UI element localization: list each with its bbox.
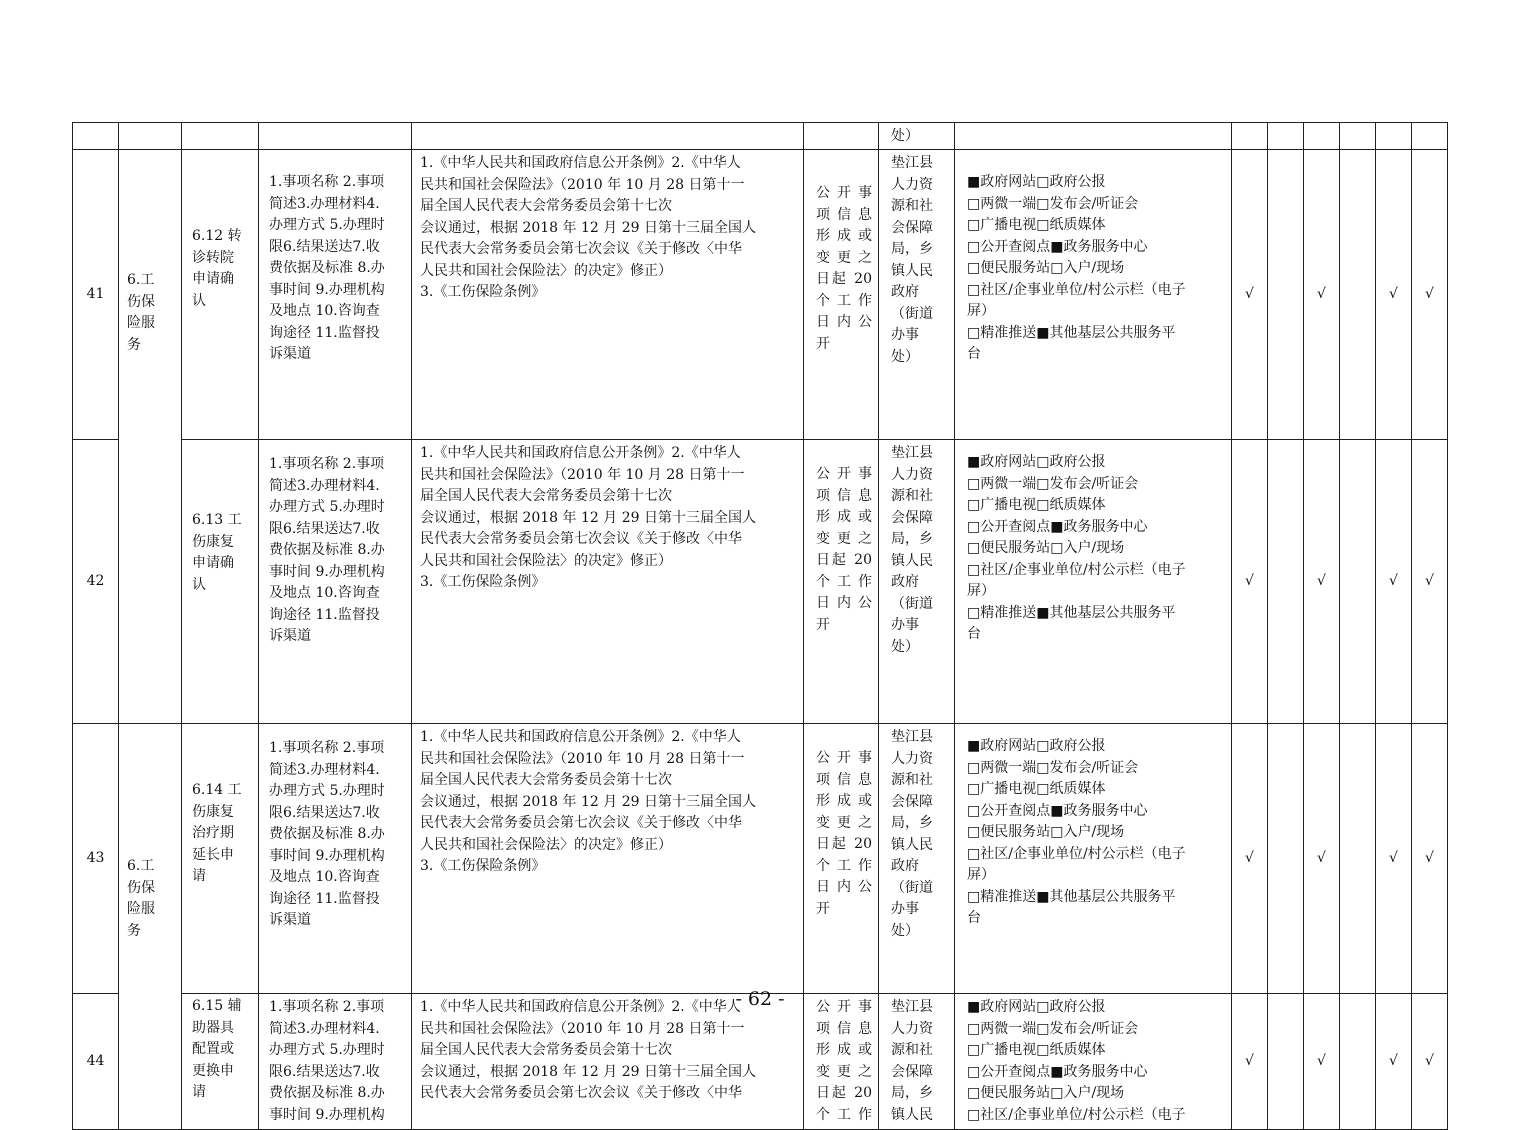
text-line: 及地点 10.咨询查 [269,585,380,601]
text-line: 伤保 [127,879,155,896]
text-line: 垫江县 [891,999,933,1015]
text-line: 申请确 [192,555,234,571]
text-line: 镇人民 [891,836,933,853]
text-line: 垫江县 [891,445,933,461]
text-line: 会议通过，根据 2018 年 12 月 29 日第十三届全国人 [420,1063,756,1080]
text-line: 询途径 11.监督投 [269,324,380,341]
disclosure-channels [955,994,1232,1130]
disclosure-subject [879,150,955,440]
check-1: √ [1232,150,1268,440]
text-line: 变更之 [816,530,872,547]
text-line: 办事 [891,617,919,633]
text-line: 变更之 [816,814,872,831]
text-line: 限6.结果送达7.收 [269,804,380,821]
text-line: 险服 [127,901,155,917]
text-line: 日起 20 [816,836,872,852]
text-line: 开 [816,616,830,633]
text-line: 诊转院 [192,249,234,266]
text-line: 认 [192,292,206,309]
text-line: □精准推送■其他基层公共服务平 [967,604,1176,621]
text-line: 简述3.办理材料4. [269,1020,380,1037]
check-4 [1340,994,1376,1130]
text-line: 民代表大会常务委员会第七次会议《关于修改〈中华 [420,1085,742,1101]
text-line: 镇人民 [891,552,933,569]
text-line: 1.《中华人民共和国政府信息公开条例》2.《中华人 [420,155,741,171]
text-line: 询途径 11.监督投 [269,606,380,623]
text-line: 源和社 [891,488,933,504]
text-line: 限6.结果送达7.收 [269,1063,380,1080]
text-line: 伤康复 [192,803,234,820]
text-line: 民代表大会常务委员会第七次会议《关于修改〈中华 [420,241,742,257]
check-1: √ [1232,440,1268,724]
text-line: □精准推送■其他基层公共服务平 [967,888,1176,905]
text-line: 局，乡 [891,531,933,547]
text-line: □广播电视□纸质媒体 [967,1042,1106,1058]
text-line: 届全国人民代表大会常务委员会第十七次 [420,488,672,504]
check-4 [1340,440,1376,724]
text-line: 会议通过，根据 2018 年 12 月 29 日第十三届全国人 [420,219,756,236]
subject-tail: 处） [879,123,955,150]
text-line: 会保障 [891,793,933,810]
text-line: 6.13 工 [192,512,242,528]
text-line: 人力资 [891,1020,933,1037]
disclosure-basis [412,724,804,994]
text-line: 垫江县 [891,155,933,171]
text-line: ■政府网站□政府公报 [967,738,1106,754]
text-line: 事时间 9.办理机构 [269,563,385,580]
text-line: 个工作 [816,292,872,309]
text-line: □便民服务站□入户/现场 [967,540,1125,556]
text-line: □公开查阅点■政务服务中心 [967,518,1148,535]
text-line: □广播电视□纸质媒体 [967,217,1106,233]
text-line: □社区/企事业单位/村公示栏（电子 [967,561,1186,578]
text-line: 1.事项名称 2.事项 [269,456,385,472]
text-line: 请 [192,868,206,884]
text-line: 简述3.办理材料4. [269,761,380,778]
disclosure-basis [412,150,804,440]
text-line: 源和社 [891,198,933,214]
text-line: 台 [967,626,981,642]
text-line: 个工作 [816,1106,872,1123]
text-line: 1.事项名称 2.事项 [269,999,385,1015]
text-line: ■政府网站□政府公报 [967,999,1106,1015]
check-2 [1268,724,1304,994]
text-line: □便民服务站□入户/现场 [967,260,1125,276]
check-5: √ [1376,150,1412,440]
table-row [73,994,1448,1130]
text-line: 日内公 [816,595,872,611]
disclosure-subject [879,440,955,724]
text-line: 政府 [891,284,919,300]
disclosure-time [804,150,879,440]
text-line: 公开事 [816,750,872,766]
text-line: 6.14 工 [192,782,242,798]
disclosure-channels [955,724,1232,994]
text-line: 简述3.办理材料4. [269,477,380,494]
disclosure-channels [955,440,1232,724]
text-line: 费依据及标准 8.办 [269,260,385,276]
text-line: □两微一端□发布会/听证会 [967,759,1139,776]
item-name [182,724,259,994]
text-line: 务 [127,336,141,353]
item-name [182,440,259,724]
disclosure-content [259,994,412,1130]
disclosure-content [259,724,412,994]
text-line: 事时间 9.办理机构 [269,281,385,298]
check-3: √ [1304,440,1340,724]
continuation-row [73,123,1448,150]
text-line: 诉渠道 [269,628,311,644]
text-line: 务 [127,922,141,939]
table-row [73,150,1448,440]
check-2 [1268,994,1304,1130]
text-line: 垫江县 [891,729,933,745]
text-line: 会保障 [891,509,933,526]
text-line: 镇人民 [891,1106,933,1123]
check-2 [1268,440,1304,724]
check-6: √ [1412,994,1448,1130]
text-line: □两微一端□发布会/听证会 [967,1020,1139,1037]
disclosure-content [259,440,412,724]
text-line: 源和社 [891,1042,933,1058]
text-line: 届全国人民代表大会常务委员会第十七次 [420,1042,672,1058]
text-line: 形成或 [816,793,872,809]
text-line: □公开查阅点■政务服务中心 [967,802,1148,819]
text-line: 民共和国社会保险法》（2010 年 10 月 28 日第十一 [420,1020,745,1037]
check-3: √ [1304,994,1340,1130]
text-line: 届全国人民代表大会常务委员会第十七次 [420,198,672,214]
disclosure-time [804,724,879,994]
check-4 [1340,150,1376,440]
text-line: 民共和国社会保险法》（2010 年 10 月 28 日第十一 [420,466,745,483]
text-line: □两微一端□发布会/听证会 [967,475,1139,492]
text-line: 处） [891,638,919,655]
text-line: □社区/企事业单位/村公示栏（电子 [967,281,1186,298]
text-line: 人力资 [891,466,933,483]
text-line: 限6.结果送达7.收 [269,238,380,255]
text-line: 办理方式 5.办理时 [269,499,385,515]
text-line: 局，乡 [891,1085,933,1101]
text-line: 1.《中华人民共和国政府信息公开条例》2.《中华人 [420,445,741,461]
text-line: 险服 [127,315,155,331]
text-line: 形成或 [816,228,872,244]
text-line: □精准推送■其他基层公共服务平 [967,324,1176,341]
text-line: 6.工 [127,858,155,874]
text-line: 变更之 [816,1063,872,1080]
text-line: 及地点 10.咨询查 [269,869,380,885]
check-1: √ [1232,994,1268,1130]
text-line: 1.事项名称 2.事项 [269,740,385,756]
text-line: 治疗期 [192,825,234,841]
text-line: 形成或 [816,1042,872,1058]
text-line: 伤保 [127,293,155,310]
disclosure-subject [879,994,955,1130]
check-2 [1268,150,1304,440]
text-line: □广播电视□纸质媒体 [967,781,1106,797]
text-line: □社区/企事业单位/村公示栏（电子 [967,1106,1186,1123]
row-number: 41 [73,150,119,440]
text-line: 诉渠道 [269,346,311,362]
text-line: 项信息 [816,771,872,788]
text-line: 办事 [891,901,919,917]
text-line: 会议通过，根据 2018 年 12 月 29 日第十三届全国人 [420,793,756,810]
text-line: 政府 [891,858,919,874]
check-6: √ [1412,724,1448,994]
table-row [73,724,1448,994]
text-line: 3.《工伤保险条例》 [420,574,546,590]
text-line: 3.《工伤保险条例》 [420,284,546,300]
check-3: √ [1304,724,1340,994]
row-number: 42 [73,440,119,724]
text-line: 项信息 [816,487,872,504]
text-line: 形成或 [816,509,872,525]
disclosure-table [72,122,1448,1130]
text-line: 处） [891,348,919,365]
text-line: □便民服务站□入户/现场 [967,824,1125,840]
text-line: 个工作 [816,857,872,874]
text-line: 源和社 [891,772,933,788]
text-line: 项信息 [816,1020,872,1037]
text-line: 人力资 [891,750,933,767]
row-number: 43 [73,724,119,994]
text-line: 届全国人民代表大会常务委员会第十七次 [420,772,672,788]
text-line: 会保障 [891,219,933,236]
text-line: 1.《中华人民共和国政府信息公开条例》2.《中华人 [420,729,741,745]
text-line: 3.《工伤保险条例》 [420,858,546,874]
text-line: （街道 [891,305,933,322]
text-line: 伤康复 [192,533,234,550]
row-number: 44 [73,994,119,1130]
text-line: 民共和国社会保险法》（2010 年 10 月 28 日第十一 [420,750,745,767]
text-line: □社区/企事业单位/村公示栏（电子 [967,845,1186,862]
text-line: 助器具 [192,1019,234,1036]
text-line: （街道 [891,879,933,896]
text-line: □两微一端□发布会/听证会 [967,195,1139,212]
text-line: 屏） [967,867,995,883]
text-line: 事时间 9.办理机构 [269,847,385,864]
text-line: □便民服务站□入户/现场 [967,1085,1125,1101]
check-6: √ [1412,440,1448,724]
text-line: 事时间 9.办理机构 [269,1106,385,1123]
text-line: 费依据及标准 8.办 [269,826,385,842]
text-line: □公开查阅点■政务服务中心 [967,1063,1148,1080]
check-5: √ [1376,724,1412,994]
text-line: 日内公 [816,314,872,330]
text-line: 处） [891,922,919,939]
check-5: √ [1376,440,1412,724]
text-line: 个工作 [816,573,872,590]
check-1: √ [1232,724,1268,994]
disclosure-time [804,994,879,1130]
text-line: 公开事 [816,466,872,482]
table-row [73,440,1448,724]
text-line: 请 [192,1084,206,1100]
text-line: 日起 20 [816,1085,872,1101]
text-line: 人民共和国社会保险法〉的决定》修正） [420,552,672,569]
text-line: ■政府网站□政府公报 [967,454,1106,470]
text-line: 项信息 [816,206,872,223]
text-line: 开 [816,335,830,352]
text-line: ■政府网站□政府公报 [967,174,1106,190]
text-line: 日内公 [816,879,872,895]
check-6: √ [1412,150,1448,440]
text-line: 办事 [891,327,919,343]
text-line: 台 [967,910,981,926]
disclosure-subject [879,724,955,994]
disclosure-channels [955,150,1232,440]
text-line: 更换申 [192,1062,234,1079]
check-5: √ [1376,994,1412,1130]
text-line: 民代表大会常务委员会第七次会议《关于修改〈中华 [420,531,742,547]
text-line: 人民共和国社会保险法〉的决定》修正） [420,836,672,853]
text-line: □公开查阅点■政务服务中心 [967,238,1148,255]
text-line: 配置或 [192,1041,234,1057]
text-line: 限6.结果送达7.收 [269,520,380,537]
text-line: 台 [967,346,981,362]
text-line: 费依据及标准 8.办 [269,1085,385,1101]
text-line: 办理方式 5.办理时 [269,783,385,799]
text-line: 镇人民 [891,262,933,279]
category-cell [119,150,182,724]
check-3: √ [1304,150,1340,440]
disclosure-time [804,440,879,724]
check-4 [1340,724,1376,994]
text-line: 询途径 11.监督投 [269,890,380,907]
text-line: □广播电视□纸质媒体 [967,497,1106,513]
disclosure-basis [412,994,804,1130]
text-line: 会保障 [891,1063,933,1080]
text-line: 屏） [967,303,995,319]
text-line: 1.事项名称 2.事项 [269,174,385,190]
text-line: 1.《中华人民共和国政府信息公开条例》2.《中华人 [420,999,741,1015]
text-line: 日起 20 [816,552,872,568]
text-line: 公开事 [816,999,872,1015]
text-line: 6.15 辅 [192,998,242,1014]
text-line: 日起 20 [816,271,872,287]
text-line: 会议通过，根据 2018 年 12 月 29 日第十三届全国人 [420,509,756,526]
item-name [182,994,259,1130]
category-cell [119,724,182,1130]
text-line: 变更之 [816,249,872,266]
text-line: 民代表大会常务委员会第七次会议《关于修改〈中华 [420,815,742,831]
text-line: 办理方式 5.办理时 [269,1042,385,1058]
text-line: 诉渠道 [269,912,311,928]
text-line: 费依据及标准 8.办 [269,542,385,558]
text-line: （街道 [891,595,933,612]
text-line: 人力资 [891,176,933,193]
text-line: 政府 [891,574,919,590]
page-number: - 62 - [735,988,785,1010]
text-line: 民共和国社会保险法》（2010 年 10 月 28 日第十一 [420,176,745,193]
text-line: 简述3.办理材料4. [269,195,380,212]
text-line: 延长申 [192,846,234,863]
text-line: 6.12 转 [192,228,242,244]
text-line: 6.工 [127,272,155,288]
disclosure-content [259,150,412,440]
text-line: 人民共和国社会保险法〉的决定》修正） [420,262,672,279]
text-line: 及地点 10.咨询查 [269,303,380,319]
text-line: 认 [192,576,206,593]
text-line: 局，乡 [891,241,933,257]
text-line: 公开事 [816,185,872,201]
text-line: 申请确 [192,271,234,287]
text-line: 局，乡 [891,815,933,831]
text-line: 办理方式 5.办理时 [269,217,385,233]
item-name [182,150,259,440]
disclosure-basis [412,440,804,724]
text-line: 开 [816,900,830,917]
text-line: 屏） [967,583,995,599]
